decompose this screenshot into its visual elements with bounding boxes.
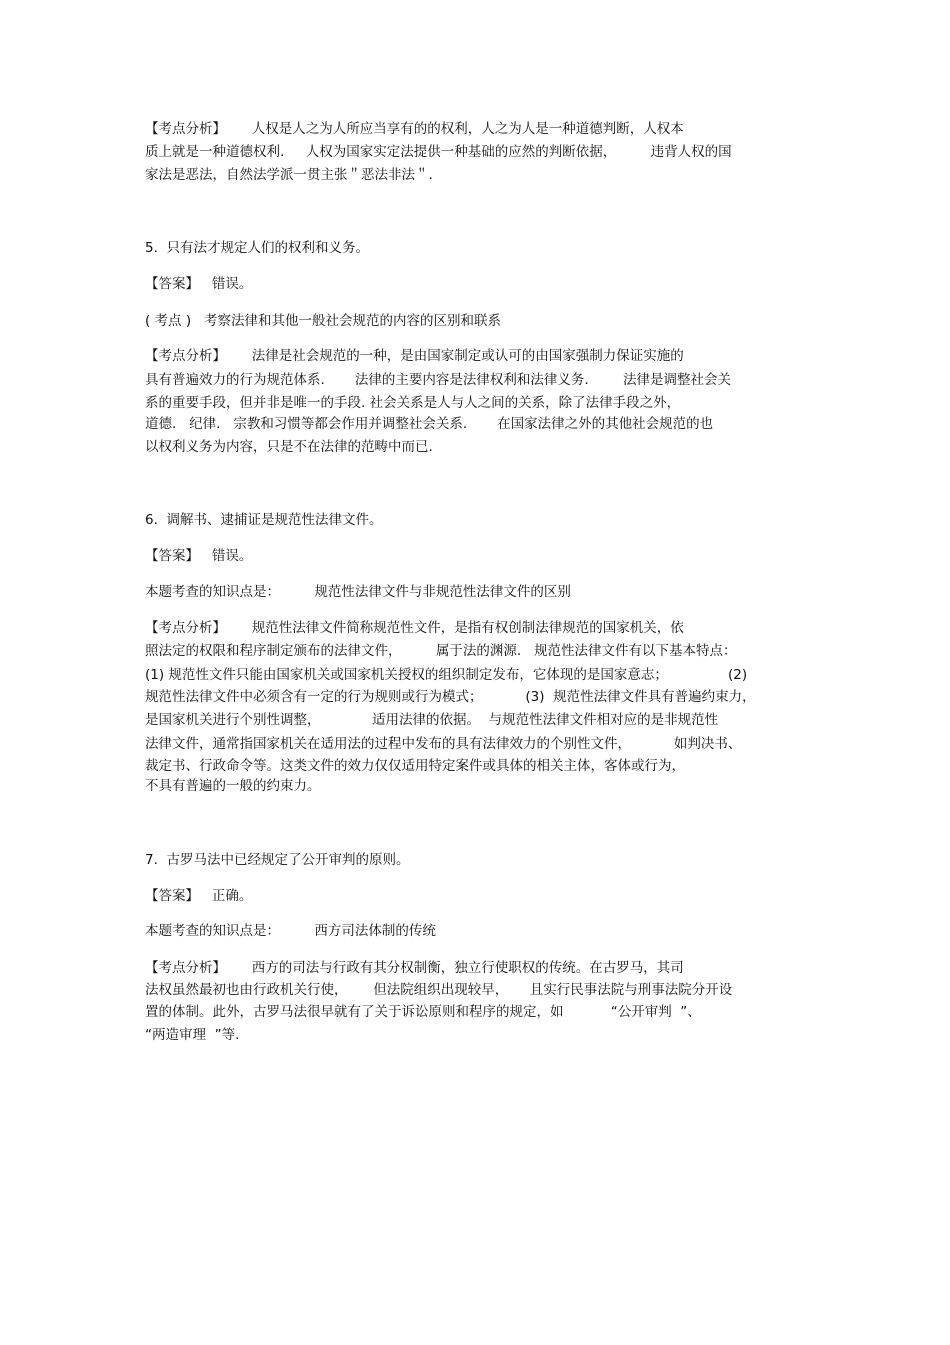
answer: 【答案】 错误。 [145,548,253,564]
text-line: 质上就是一种道德权利. 人权为国家实定法提供一种基础的应然的判断依据， 违背人权的国 [145,144,732,160]
knowledge-point: 本题考查的知识点是： 规范性法律文件与非规范性法律文件的区别 [145,584,571,600]
question-text: 6. 调解书、逮捕证是规范性法律文件。 [145,512,383,528]
text-line: 照法定的权限和程序制定颁布的法律文件， 属于法的渊源. 规范性法律文件有以下基本特点： [145,643,737,659]
knowledge-point: ( 考点 ) 考察法律和其他一般社会规范的内容的区别和联系 [145,313,501,329]
question-text: 7. 古罗马法中已经规定了公开审判的原则。 [145,852,410,868]
text-line: 法律文件，通常指国家机关在适用法的过程中发布的具有法律效力的个别性文件， 如判决书、 [145,736,742,752]
knowledge-point: 本题考查的知识点是： 西方司法体制的传统 [145,923,436,939]
text-line: 【考点分析】 人权是人之为人所应当享有的的权利，人之为人是一种道德判断，人权本 [145,121,684,137]
text-line: 【考点分析】 法律是社会规范的一种，是由国家制定或认可的由国家强制力保证实施的 [145,348,684,364]
text-line: 家法是恶法，自然法学派一贯主张＂恶法非法＂. [145,167,433,183]
answer: 【答案】 错误。 [145,276,253,292]
text-line: 【考点分析】 规范性法律文件简称规范性文件，是指有权创制法律规范的国家机关，依 [145,620,684,636]
text-line: 法权虽然最初也由行政机关行使， 但法院组织出现较早， 且实行民事法院与刑事法院分开设 [145,982,733,998]
text-line: 以权利义务为内容，只是不在法律的范畴中而已. [145,439,433,455]
text-line: 【考点分析】 西方的司法与行政有其分权制衡，独立行使职权的传统。在古罗马，其司 [145,960,684,976]
text-line: 是国家机关进行个别性调整， 适用法律的依据。 与规范性法律文件相对应的是非规范性 [145,712,719,728]
text-line: 系的重要手段，但并非是唯一的手段. 社会关系是人与人之间的关系，除了法律手段之外， [145,395,681,411]
text-line: 裁定书、行政命令等。这类文件的效力仅仅适用特定案件或具体的相关主体，客体或行为， [145,758,685,774]
text-line: 置的体制。此外，古罗马法很早就有了关于诉讼原则和程序的规定，如 “公开审判 ”、 [145,1004,701,1020]
answer: 【答案】 正确。 [145,888,253,904]
text-line: 规范性法律文件中必须含有一定的行为规则或行为模式； (3) 规范性法律文件具有普遍约束力， [145,689,756,705]
text-line: “两造审理 ”等. [145,1027,240,1043]
text-line: 不具有普遍的一般的约束力。 [145,778,321,794]
text-line: (1) 规范性文件只能由国家机关或国家机关授权的组织制定发布，它体现的是国家意志； (2) [145,667,748,683]
question-text: 5. 只有法才规定人们的权利和义务。 [145,240,369,256]
text-line: 道德. 纪律. 宗教和习惯等都会作用并调整社会关系. 在国家法律之外的其他社会规范的也 [145,416,714,432]
text-line: 具有普遍效力的行为规范体系. 法律的主要内容是法律权利和法律义务. 法律是调整社会关 [145,372,731,388]
